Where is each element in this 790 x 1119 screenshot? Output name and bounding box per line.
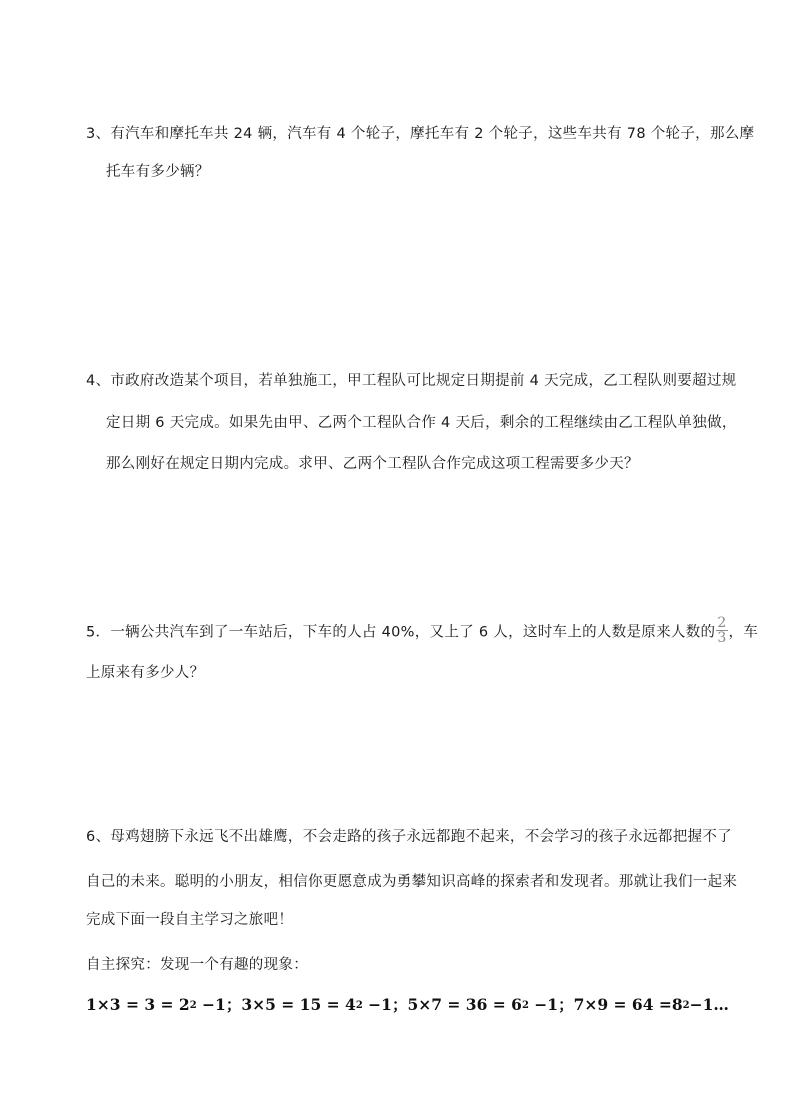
problem-6-line-4: 自主探究：发现一个有趣的现象： xyxy=(86,957,308,973)
problem-4-line-1: 4、市政府改造某个项目，若单独施工，甲工程队可比规定日期提前 4 天完成，乙工程队则要超过规 xyxy=(86,373,737,389)
equation-3-exponent: 2 xyxy=(521,1000,529,1011)
problem-6-line-3: 完成下面一段自主学习之旅吧！ xyxy=(86,912,294,928)
equation-2-exponent: 2 xyxy=(355,1000,363,1011)
problem-5-line-2: 上原来有多少人？ xyxy=(86,665,205,681)
equation-2-base: 3×5 = 15 = 4 xyxy=(241,995,356,1014)
problem-5-text-before-fraction: 5．一辆公共汽车到了一车站后，下车的人占 40%，又上了 6 人，这时车上的人数是原来人数的 xyxy=(86,624,716,641)
equation-1-base: 1×3 = 3 = 2 xyxy=(86,995,190,1014)
fraction-two-thirds xyxy=(716,616,727,645)
equation-4-exponent: 2 xyxy=(682,1000,690,1011)
problem-5-text-after-fraction: ，车 xyxy=(728,624,759,641)
equation-3 xyxy=(407,995,573,1014)
pattern-equations xyxy=(86,995,729,1015)
problem-3-line-2: 托车有多少辆？ xyxy=(106,164,210,180)
equation-1-tail: −1； xyxy=(196,995,242,1014)
problem-6-line-1: 6、母鸡翅膀下永远飞不出雄鹰，不会走路的孩子永远都跑不起来，不会学习的孩子永远都把握不了 xyxy=(86,829,732,845)
equation-2 xyxy=(241,995,407,1014)
equation-4-base: 7×9 = 64 =8 xyxy=(573,995,683,1014)
equation-4-tail: −1… xyxy=(689,995,729,1014)
equation-2-tail: −1； xyxy=(362,995,408,1014)
problem-6-line-2: 自己的未来。聪明的小朋友，相信你更愿意成为勇攀知识高峰的探索者和发现者。那就让我们一起来 xyxy=(86,874,738,890)
equation-3-tail: −1； xyxy=(528,995,574,1014)
problem-5-line-1 xyxy=(86,615,759,647)
fraction-denominator: 3 xyxy=(717,630,727,646)
equation-4 xyxy=(574,995,729,1014)
problem-4-line-2: 定日期 6 天完成。如果先由甲、乙两个工程队合作 4 天后，剩余的工程继续由乙工程队单独做， xyxy=(106,415,737,431)
equation-1 xyxy=(86,995,241,1014)
problem-3-line-1: 3、有汽车和摩托车共 24 辆，汽车有 4 个轮子，摩托车有 2 个轮子，这些车共有 78 个轮子，那么摩 xyxy=(86,126,755,142)
equation-3-base: 5×7 = 36 = 6 xyxy=(407,995,522,1014)
equation-1-exponent: 2 xyxy=(189,1000,197,1011)
problem-4-line-3: 那么刚好在规定日期内完成。求甲、乙两个工程队合作完成这项工程需要多少天？ xyxy=(106,456,639,472)
fraction-numerator: 2 xyxy=(717,615,727,631)
